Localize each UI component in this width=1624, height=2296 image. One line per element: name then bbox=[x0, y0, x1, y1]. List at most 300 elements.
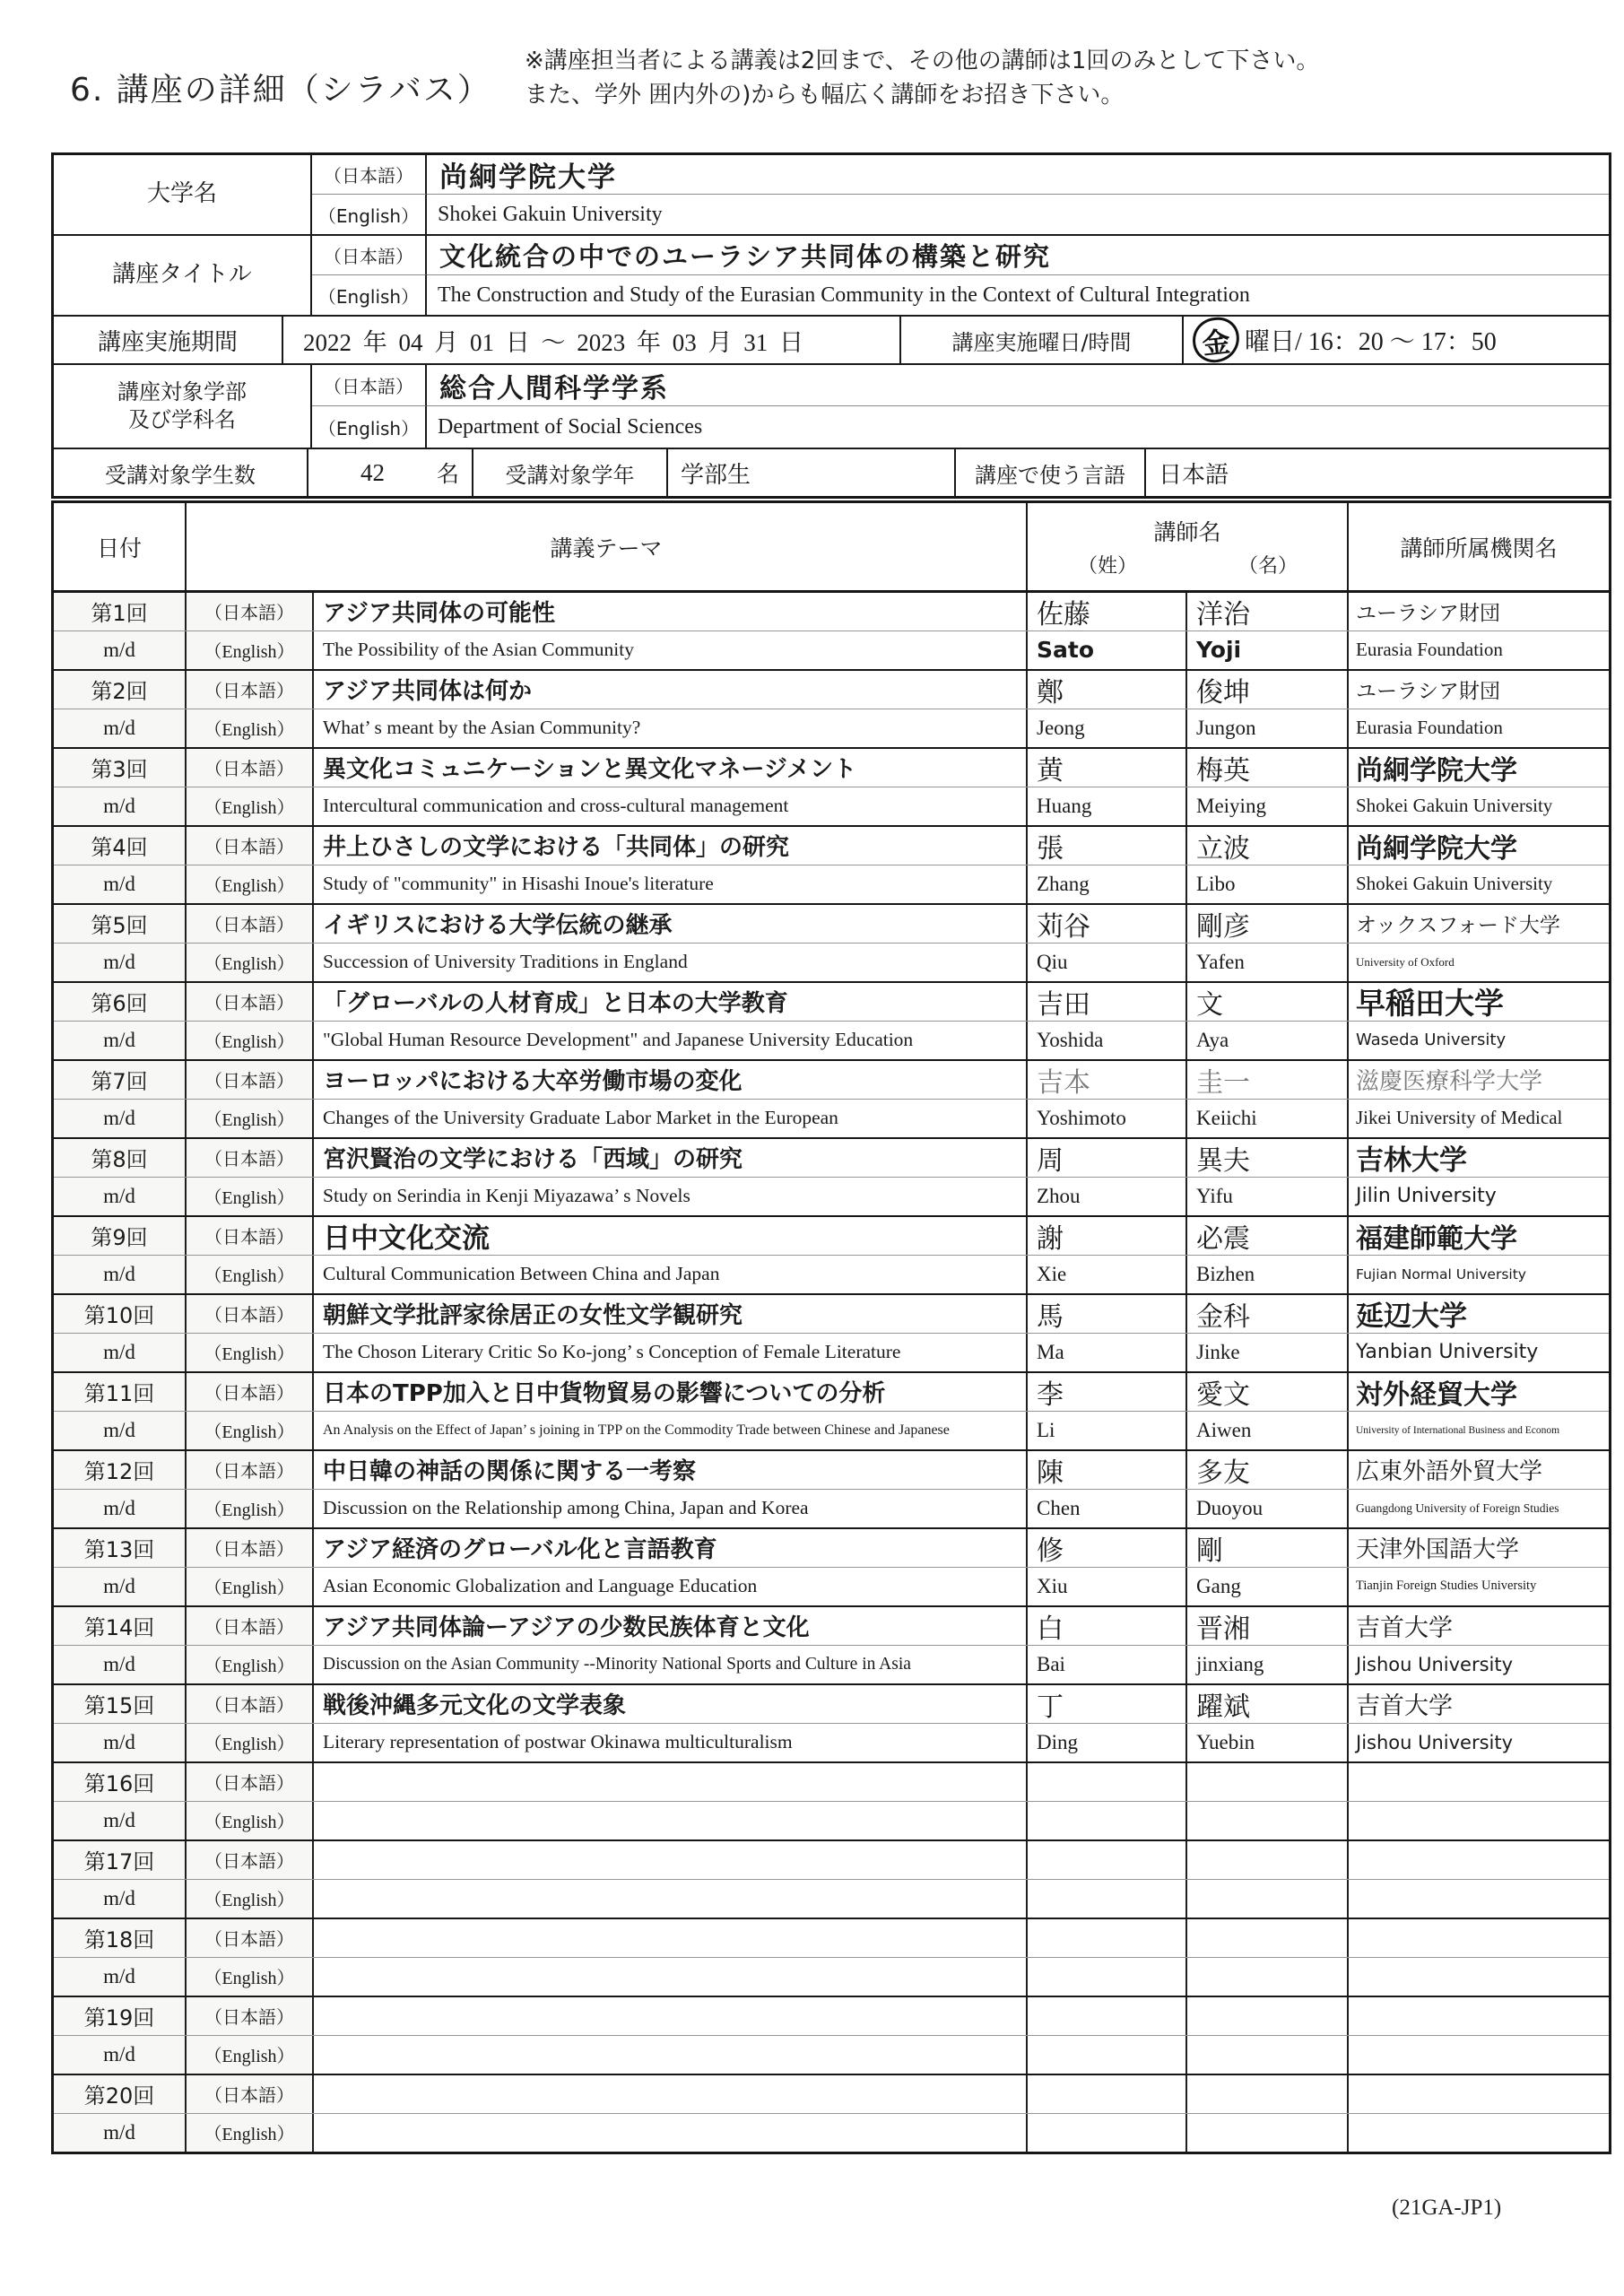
lecturer-affiliation-japanese: 吉首大学 bbox=[1356, 1692, 1453, 1721]
lecturer-surname-english: Xie bbox=[1028, 1256, 1187, 1294]
lecturer-affiliation-japanese: ユーラシア財団 bbox=[1356, 602, 1500, 626]
md-label: m/d bbox=[54, 2036, 187, 2074]
lecture-theme-english: Succession of University Traditions in England bbox=[314, 944, 1028, 982]
lecture-pair bbox=[54, 1449, 1609, 1527]
lecture-theme-japanese: アジア共同体は何か bbox=[314, 671, 1028, 709]
md-label: m/d bbox=[54, 1490, 187, 1528]
day-time-label: 講座実施曜日/時間 bbox=[901, 317, 1184, 363]
lecture-theme-japanese: 異文化コミュニケーションと異文化マネージメント bbox=[314, 749, 1028, 787]
lecture-row-english bbox=[54, 1880, 1609, 1918]
lecture-theme-japanese: ヨーロッパにおける大卒労働市場の変化 bbox=[314, 1061, 1028, 1099]
japanese-label: （日本語） bbox=[187, 1841, 314, 1879]
lecturer-surname-english: Zhang bbox=[1028, 865, 1187, 904]
english-label: （English） bbox=[187, 709, 314, 748]
lecturer-affiliation-japanese: 吉林大学 bbox=[1356, 1144, 1467, 1177]
lecturer-surname-english bbox=[1028, 2114, 1187, 2152]
lecture-number: 第1回 bbox=[54, 593, 187, 631]
lecture-row-japanese bbox=[54, 593, 1609, 631]
header-lecturer bbox=[1028, 503, 1349, 590]
lecture-row-japanese bbox=[54, 2075, 1609, 2114]
lecturer-surname-japanese bbox=[1028, 2075, 1187, 2113]
lecturer-given-name-japanese: 必震 bbox=[1187, 1217, 1349, 1255]
lecturer-affiliation-english bbox=[1349, 1958, 1609, 1996]
md-label: m/d bbox=[54, 944, 187, 982]
lecturer-given-name-english: Aiwen bbox=[1187, 1412, 1349, 1450]
lecture-pair bbox=[54, 825, 1609, 903]
lecturer-affiliation-english: Guangdong University of Foreign Studies bbox=[1356, 1500, 1559, 1515]
english-label: （English） bbox=[187, 1802, 314, 1840]
lecture-theme-japanese: アジア経済のグローバル化と言語教育 bbox=[314, 1529, 1028, 1567]
lecture-table-header bbox=[54, 503, 1609, 593]
lecturer-given-name-english: Yoji bbox=[1187, 631, 1349, 670]
day-time-value bbox=[1184, 317, 1609, 363]
english-label: （English） bbox=[187, 1334, 314, 1372]
english-label: （English） bbox=[187, 1022, 314, 1060]
lecture-number: 第14回 bbox=[54, 1607, 187, 1645]
lecturer-surname-japanese: 謝 bbox=[1028, 1217, 1187, 1255]
lecture-row-japanese bbox=[54, 1607, 1609, 1646]
student-year-label: 受講対象学年 bbox=[473, 449, 668, 496]
lecturer-given-name-japanese bbox=[1187, 1997, 1349, 2035]
lecture-row-japanese bbox=[54, 1451, 1609, 1490]
lecturer-surname-english: Yoshimoto bbox=[1028, 1100, 1187, 1138]
lecturer-affiliation-english: Shokei Gakuin University bbox=[1356, 795, 1553, 817]
lecturer-surname-english: Li bbox=[1028, 1412, 1187, 1450]
lecturer-affiliation-japanese: 天津外国語大学 bbox=[1356, 1536, 1520, 1564]
lecturer-given-name-japanese bbox=[1187, 1763, 1349, 1801]
lecturer-affiliation-japanese: 吉首大学 bbox=[1356, 1614, 1453, 1643]
lecturer-affiliation-japanese bbox=[1349, 1841, 1609, 1879]
lecturer-given-name-japanese: 愛文 bbox=[1187, 1373, 1349, 1411]
english-label: （English） bbox=[187, 1178, 314, 1216]
lecture-row-japanese bbox=[54, 905, 1609, 944]
english-label: （English） bbox=[187, 1880, 314, 1918]
lecture-number: 第4回 bbox=[54, 827, 187, 865]
lecturer-affiliation-english: Eurasia Foundation bbox=[1356, 639, 1503, 661]
lecturer-surname-japanese bbox=[1028, 1919, 1187, 1957]
lecture-row-english bbox=[54, 1022, 1609, 1060]
md-label: m/d bbox=[54, 1724, 187, 1762]
lecturer-surname-japanese: 鄭 bbox=[1028, 671, 1187, 709]
header-given-name: （名） bbox=[1238, 555, 1298, 578]
lecturer-given-name-english: Keiichi bbox=[1187, 1100, 1349, 1138]
course-title-band bbox=[54, 236, 1609, 317]
header-theme: 講義テーマ bbox=[187, 503, 1028, 590]
lecture-pair bbox=[54, 903, 1609, 981]
lecturer-surname-english: Huang bbox=[1028, 787, 1187, 826]
lecture-schedule-table bbox=[51, 500, 1611, 2154]
handwritten-day-circle: 金 bbox=[1191, 315, 1242, 364]
japanese-label: （日本語） bbox=[187, 1373, 314, 1411]
lecturer-surname-japanese: 李 bbox=[1028, 1373, 1187, 1411]
japanese-label: （日本語） bbox=[187, 1217, 314, 1255]
lecturer-surname-english bbox=[1028, 1802, 1187, 1840]
md-label: m/d bbox=[54, 1958, 187, 1996]
lecturer-given-name-japanese: 剛彦 bbox=[1187, 905, 1349, 943]
japanese-label: （日本語） bbox=[187, 1685, 314, 1723]
lecturer-affiliation-english: University of Oxford bbox=[1356, 954, 1455, 969]
department-label bbox=[54, 365, 312, 448]
lecturer-affiliation-japanese: 滋慶医療科学大学 bbox=[1356, 1068, 1543, 1096]
japanese-label: （日本語） bbox=[312, 155, 427, 195]
lecture-row-english bbox=[54, 787, 1609, 826]
lecture-row-japanese bbox=[54, 1295, 1609, 1334]
lecture-number: 第2回 bbox=[54, 671, 187, 709]
lecture-pair bbox=[54, 1527, 1609, 1605]
lecturer-given-name-english: Gang bbox=[1187, 1568, 1349, 1606]
lecturer-given-name-japanese: 俊坤 bbox=[1187, 671, 1349, 709]
md-label: m/d bbox=[54, 2114, 187, 2152]
lecture-row-japanese bbox=[54, 1685, 1609, 1724]
period-band bbox=[54, 317, 1609, 365]
lecturer-affiliation-japanese: 尚絅学院大学 bbox=[1356, 754, 1517, 787]
lecture-theme-english bbox=[314, 2036, 1028, 2074]
lecture-theme-japanese: アジア共同体論ーアジアの少数民族体育と文化 bbox=[314, 1607, 1028, 1645]
md-label: m/d bbox=[54, 1880, 187, 1918]
university-name-japanese: 尚絅学院大学 bbox=[427, 155, 1609, 195]
lecturer-given-name-japanese: 洋治 bbox=[1187, 593, 1349, 631]
student-count-unit: 名 bbox=[436, 461, 459, 487]
lecturer-given-name-japanese: 晋湘 bbox=[1187, 1607, 1349, 1645]
lecturer-given-name-japanese: 圭一 bbox=[1187, 1061, 1349, 1099]
english-label: （English） bbox=[312, 275, 427, 315]
lecturer-affiliation-english bbox=[1349, 1802, 1609, 1840]
department-label-line2: 及び学科名 bbox=[128, 407, 236, 432]
english-label: （English） bbox=[187, 631, 314, 670]
lecturer-affiliation-english bbox=[1349, 2036, 1609, 2074]
lecture-number: 第16回 bbox=[54, 1763, 187, 1801]
lecture-row-japanese bbox=[54, 1919, 1609, 1958]
lecturer-affiliation-japanese bbox=[1349, 1763, 1609, 1801]
lecture-row-japanese bbox=[54, 749, 1609, 787]
japanese-label: （日本語） bbox=[187, 671, 314, 709]
lecturer-given-name-english: jinxiang bbox=[1187, 1646, 1349, 1684]
lecturer-surname-english: Xiu bbox=[1028, 1568, 1187, 1606]
japanese-label: （日本語） bbox=[187, 1451, 314, 1489]
english-label: （English） bbox=[187, 1958, 314, 1996]
lecture-number: 第13回 bbox=[54, 1529, 187, 1567]
lecturer-affiliation-english bbox=[1349, 1880, 1609, 1918]
lecturer-affiliation-japanese: 広東外語外貿大学 bbox=[1356, 1458, 1543, 1486]
lecturer-affiliation-english: Shokei Gakuin University bbox=[1356, 873, 1553, 895]
lecture-row-english bbox=[54, 1958, 1609, 1996]
lecturer-affiliation-english: Waseda University bbox=[1356, 1031, 1507, 1050]
md-label: m/d bbox=[54, 865, 187, 904]
english-label: （English） bbox=[187, 1490, 314, 1528]
course-title-label: 講座タイトル bbox=[54, 236, 312, 315]
lecturer-surname-japanese: 白 bbox=[1028, 1607, 1187, 1645]
lecture-theme-english: Study on Serindia in Kenji Miyazawa’ s Novels bbox=[314, 1178, 1028, 1216]
lecturer-affiliation-japanese: 対外経貿大学 bbox=[1356, 1378, 1517, 1411]
department-band bbox=[54, 365, 1609, 449]
lecture-row-japanese bbox=[54, 671, 1609, 709]
lecture-theme-japanese: アジア共同体の可能性 bbox=[314, 593, 1028, 631]
lecture-row-english bbox=[54, 944, 1609, 982]
md-label: m/d bbox=[54, 1568, 187, 1606]
japanese-label: （日本語） bbox=[312, 236, 427, 275]
english-label: （English） bbox=[187, 1412, 314, 1450]
lecture-theme-japanese: 日中文化交流 bbox=[314, 1217, 1028, 1255]
lecture-pair bbox=[54, 1683, 1609, 1761]
lecture-pair bbox=[54, 1371, 1609, 1449]
lecturer-given-name-japanese: 異夫 bbox=[1187, 1139, 1349, 1177]
header-note-line1: ※講座担当者による講義は2回まで、その他の講師は1回のみとして下さい。 bbox=[525, 48, 1320, 74]
lecturer-given-name-japanese: 躍斌 bbox=[1187, 1685, 1349, 1723]
lecture-theme-japanese: 戦後沖縄多元文化の文学表象 bbox=[314, 1685, 1028, 1723]
lecture-number: 第6回 bbox=[54, 983, 187, 1021]
lecture-theme-japanese bbox=[314, 2075, 1028, 2113]
lecture-number: 第18回 bbox=[54, 1919, 187, 1957]
lecture-pair bbox=[54, 1605, 1609, 1683]
lecture-number: 第9回 bbox=[54, 1217, 187, 1255]
period-label: 講座実施期間 bbox=[54, 317, 283, 363]
lecture-pair bbox=[54, 981, 1609, 1059]
lecturer-given-name-english: Bizhen bbox=[1187, 1256, 1349, 1294]
lecture-theme-english: Discussion on the Asian Community --Minority National Sports and Culture in Asia bbox=[314, 1646, 1028, 1684]
lecture-number: 第5回 bbox=[54, 905, 187, 943]
student-count-cell bbox=[308, 449, 473, 496]
lecturer-given-name-english: Jinke bbox=[1187, 1334, 1349, 1372]
md-label: m/d bbox=[54, 1334, 187, 1372]
lecturer-given-name-english: Duoyou bbox=[1187, 1490, 1349, 1528]
lecturer-given-name-english bbox=[1187, 2036, 1349, 2074]
university-band bbox=[54, 155, 1609, 236]
period-value: 2022 年 04 月 01 日 ～ 2023 年 03 月 31 日 bbox=[283, 317, 901, 363]
japanese-label: （日本語） bbox=[312, 365, 427, 406]
lecturer-surname-japanese: 陳 bbox=[1028, 1451, 1187, 1489]
students-band bbox=[54, 449, 1609, 496]
lecture-rows bbox=[54, 593, 1609, 2152]
md-label: m/d bbox=[54, 1178, 187, 1216]
lecture-theme-english: Discussion on the Relationship among China, Japan and Korea bbox=[314, 1490, 1028, 1528]
lecturer-given-name-japanese: 梅英 bbox=[1187, 749, 1349, 787]
lecturer-affiliation-english: Jishou University bbox=[1356, 1653, 1514, 1675]
japanese-label: （日本語） bbox=[187, 1139, 314, 1177]
lecture-number: 第7回 bbox=[54, 1061, 187, 1099]
lecturer-affiliation-japanese: 福建師範大学 bbox=[1356, 1222, 1517, 1255]
english-label: （English） bbox=[187, 865, 314, 904]
lecturer-surname-japanese bbox=[1028, 1997, 1187, 2035]
md-label: m/d bbox=[54, 1802, 187, 1840]
lecturer-given-name-japanese bbox=[1187, 1919, 1349, 1957]
lecturer-affiliation-japanese: 早稲田大学 bbox=[1356, 986, 1504, 1021]
lecture-row-english bbox=[54, 1802, 1609, 1840]
form-code: (21GA-JP1) bbox=[1392, 2196, 1502, 2220]
md-label: m/d bbox=[54, 1412, 187, 1450]
lecturer-affiliation-japanese: ユーラシア財団 bbox=[1356, 680, 1500, 704]
lecturer-affiliation-japanese: オックスフォード大学 bbox=[1356, 914, 1560, 938]
day-time-text: 曜日/ 16：20 ～ 17：50 bbox=[1245, 328, 1497, 356]
lecture-pair bbox=[54, 1293, 1609, 1371]
lecture-theme-japanese bbox=[314, 1763, 1028, 1801]
lecture-row-english bbox=[54, 1334, 1609, 1372]
lecturer-surname-english bbox=[1028, 2036, 1187, 2074]
lecture-row-japanese bbox=[54, 1997, 1609, 2036]
lecture-theme-japanese bbox=[314, 1997, 1028, 2035]
md-label: m/d bbox=[54, 1022, 187, 1060]
lecture-row-english bbox=[54, 1256, 1609, 1294]
lecture-theme-english: Study of "community" in Hisashi Inoue's literature bbox=[314, 865, 1028, 904]
lecturer-affiliation-japanese bbox=[1349, 1919, 1609, 1957]
lecture-pair bbox=[54, 669, 1609, 747]
header-lecturer-sub bbox=[1028, 551, 1347, 578]
lecturer-surname-english: Ding bbox=[1028, 1724, 1187, 1762]
student-year-value: 学部生 bbox=[668, 449, 956, 496]
header-affiliation: 講師所属機関名 bbox=[1400, 535, 1558, 561]
lecturer-given-name-english: Yafen bbox=[1187, 944, 1349, 982]
lecture-theme-japanese: イギリスにおける大学伝統の継承 bbox=[314, 905, 1028, 943]
lecture-row-english bbox=[54, 631, 1609, 670]
japanese-label: （日本語） bbox=[187, 1763, 314, 1801]
lecturer-given-name-english bbox=[1187, 1880, 1349, 1918]
lecturer-surname-japanese: 張 bbox=[1028, 827, 1187, 865]
lecturer-surname-japanese: 馬 bbox=[1028, 1295, 1187, 1333]
lecture-row-english bbox=[54, 865, 1609, 904]
course-info-table bbox=[51, 152, 1611, 499]
lecturer-surname-japanese: 修 bbox=[1028, 1529, 1187, 1567]
student-count-value: 42 bbox=[360, 458, 385, 486]
lecturer-given-name-english: Jungon bbox=[1187, 709, 1349, 748]
lecture-row-japanese bbox=[54, 1841, 1609, 1880]
lecture-pair bbox=[54, 1761, 1609, 1839]
lecture-pair bbox=[54, 1137, 1609, 1215]
lecture-row-english bbox=[54, 1646, 1609, 1684]
lecture-theme-japanese: 井上ひさしの文学における「共同体」の研究 bbox=[314, 827, 1028, 865]
lecturer-affiliation-english: Yanbian University bbox=[1356, 1341, 1539, 1364]
japanese-label: （日本語） bbox=[187, 1919, 314, 1957]
lecturer-affiliation-japanese bbox=[1349, 1997, 1609, 2035]
english-label: （English） bbox=[312, 406, 427, 448]
lecture-number: 第19回 bbox=[54, 1997, 187, 2035]
japanese-label: （日本語） bbox=[187, 827, 314, 865]
lecturer-surname-english: Qiu bbox=[1028, 944, 1187, 982]
header-note-line2: また、学外 囲内外の)からも幅広く講師をお招き下さい。 bbox=[525, 81, 1125, 109]
header-date: 日付 bbox=[54, 503, 187, 590]
lecturer-surname-japanese: 周 bbox=[1028, 1139, 1187, 1177]
lecture-row-japanese bbox=[54, 827, 1609, 865]
lecturer-given-name-japanese: 金科 bbox=[1187, 1295, 1349, 1333]
lecturer-surname-japanese bbox=[1028, 1763, 1187, 1801]
lecture-number: 第11回 bbox=[54, 1373, 187, 1411]
lecturer-surname-english: Ma bbox=[1028, 1334, 1187, 1372]
lecture-theme-english: Cultural Communication Between China and Japan bbox=[314, 1256, 1028, 1294]
english-label: （English） bbox=[187, 1724, 314, 1762]
japanese-label: （日本語） bbox=[187, 593, 314, 631]
english-label: （English） bbox=[187, 1568, 314, 1606]
lecture-pair bbox=[54, 1839, 1609, 1918]
university-label: 大学名 bbox=[54, 155, 312, 234]
english-label: （English） bbox=[187, 1256, 314, 1294]
lecturer-given-name-japanese bbox=[1187, 2075, 1349, 2113]
japanese-label: （日本語） bbox=[187, 749, 314, 787]
lecturer-affiliation-english: Jikei University of Medical bbox=[1356, 1107, 1563, 1129]
lecture-theme-english: What’ s meant by the Asian Community? bbox=[314, 709, 1028, 748]
lecturer-given-name-english bbox=[1187, 2114, 1349, 2152]
lecture-row-english bbox=[54, 1724, 1609, 1762]
lecturer-given-name-english: Yuebin bbox=[1187, 1724, 1349, 1762]
japanese-label: （日本語） bbox=[187, 1295, 314, 1333]
english-label: （English） bbox=[187, 1100, 314, 1138]
course-language-value: 日本語 bbox=[1159, 461, 1229, 489]
student-count-label: 受講対象学生数 bbox=[54, 449, 308, 496]
md-label: m/d bbox=[54, 787, 187, 826]
lecture-theme-english: The Possibility of the Asian Community bbox=[314, 631, 1028, 670]
lecturer-affiliation-japanese: 尚絅学院大学 bbox=[1356, 832, 1517, 865]
lecture-row-japanese bbox=[54, 1217, 1609, 1256]
lecture-pair bbox=[54, 593, 1609, 669]
lecturer-surname-english bbox=[1028, 1958, 1187, 1996]
lecturer-surname-english: Sato bbox=[1028, 631, 1187, 670]
lecture-row-japanese bbox=[54, 1139, 1609, 1178]
lecturer-affiliation-english: Jilin University bbox=[1356, 1185, 1497, 1208]
lecture-row-english bbox=[54, 1100, 1609, 1138]
lecture-pair bbox=[54, 1059, 1609, 1137]
lecture-row-english bbox=[54, 1568, 1609, 1606]
lecturer-given-name-english: Meiying bbox=[1187, 787, 1349, 826]
header-lecturer-name: 講師名 bbox=[1153, 519, 1221, 545]
lecture-row-english bbox=[54, 2114, 1609, 2152]
lecturer-given-name-english bbox=[1187, 1958, 1349, 1996]
lecture-theme-english: The Choson Literary Critic So Ko-jong’ s Conception of Female Literature bbox=[314, 1334, 1028, 1372]
lecturer-surname-japanese: 丁 bbox=[1028, 1685, 1187, 1723]
lecture-pair bbox=[54, 1918, 1609, 1996]
japanese-label: （日本語） bbox=[187, 983, 314, 1021]
lecture-pair bbox=[54, 1215, 1609, 1293]
lecture-theme-english bbox=[314, 2114, 1028, 2152]
md-label: m/d bbox=[54, 709, 187, 748]
lecture-pair bbox=[54, 1996, 1609, 2074]
lecturer-affiliation-english: Tianjin Foreign Studies University bbox=[1356, 1578, 1537, 1594]
lecturer-given-name-japanese: 多友 bbox=[1187, 1451, 1349, 1489]
lecturer-given-name-english bbox=[1187, 1802, 1349, 1840]
lecture-theme-english: Literary representation of postwar Okinawa multiculturalism bbox=[314, 1724, 1028, 1762]
lecture-row-english bbox=[54, 1178, 1609, 1216]
english-label: （English） bbox=[187, 944, 314, 982]
lecture-theme-japanese: 朝鮮文学批評家徐居正の女性文学観研究 bbox=[314, 1295, 1028, 1333]
lecturer-given-name-english: Yifu bbox=[1187, 1178, 1349, 1216]
lecturer-surname-english: Zhou bbox=[1028, 1178, 1187, 1216]
lecture-row-english bbox=[54, 709, 1609, 748]
lecture-theme-japanese: 宮沢賢治の文学における「西域」の研究 bbox=[314, 1139, 1028, 1177]
lecturer-surname-japanese: 黄 bbox=[1028, 749, 1187, 787]
lecturer-surname-japanese: 苅谷 bbox=[1028, 905, 1187, 943]
lecture-theme-english: "Global Human Resource Development" and Japanese University Education bbox=[314, 1022, 1028, 1060]
lecturer-affiliation-english: Fujian Normal University bbox=[1356, 1265, 1526, 1283]
lecturer-surname-japanese: 吉本 bbox=[1028, 1061, 1187, 1099]
lecturer-given-name-japanese bbox=[1187, 1841, 1349, 1879]
lecture-number: 第3回 bbox=[54, 749, 187, 787]
japanese-label: （日本語） bbox=[187, 1529, 314, 1567]
lecture-theme-english: Intercultural communication and cross-cultural management bbox=[314, 787, 1028, 826]
lecturer-given-name-english: Libo bbox=[1187, 865, 1349, 904]
md-label: m/d bbox=[54, 1256, 187, 1294]
lecture-row-japanese bbox=[54, 1529, 1609, 1568]
lecturer-affiliation-english: Eurasia Foundation bbox=[1356, 717, 1503, 739]
lecture-theme-english: Asian Economic Globalization and Language Education bbox=[314, 1568, 1028, 1606]
university-name-english: Shokei Gakuin University bbox=[438, 202, 663, 226]
section-title: 6. 講座の詳細（シラバス） bbox=[70, 72, 491, 109]
japanese-label: （日本語） bbox=[187, 905, 314, 943]
lecture-row-japanese bbox=[54, 1061, 1609, 1100]
english-label: （English） bbox=[187, 1646, 314, 1684]
department-label-line1: 講座対象学部 bbox=[117, 378, 247, 404]
lecture-theme-japanese bbox=[314, 1919, 1028, 1957]
japanese-label: （日本語） bbox=[187, 1061, 314, 1099]
english-label: （English） bbox=[187, 2036, 314, 2074]
header-note bbox=[525, 45, 1319, 112]
lecture-theme-japanese: 日本のTPP加入と日中貨物貿易の影響についての分析 bbox=[314, 1373, 1028, 1411]
japanese-label: （日本語） bbox=[187, 1607, 314, 1645]
